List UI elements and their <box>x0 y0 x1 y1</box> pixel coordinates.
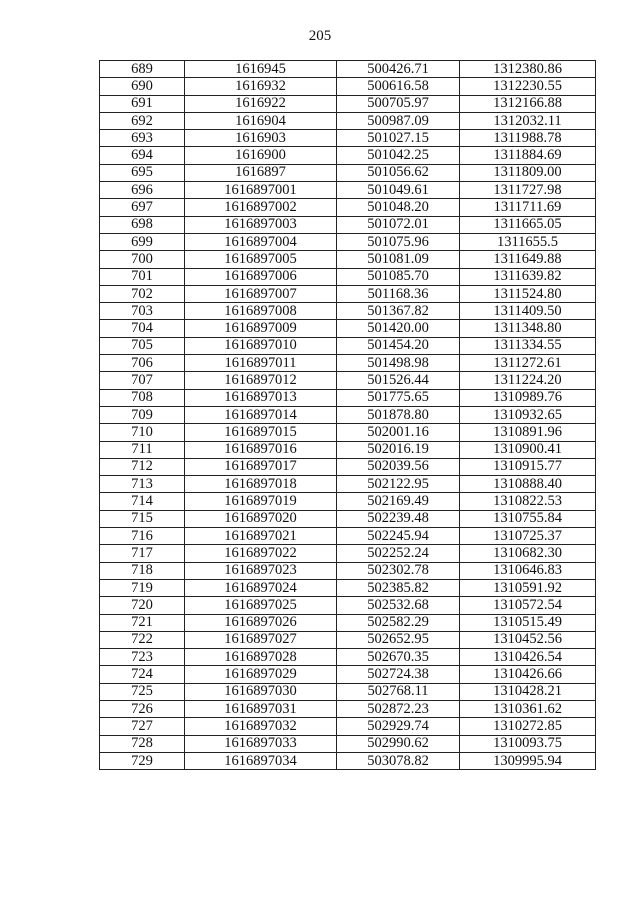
y-coordinate-cell: 1312380.86 <box>460 61 596 78</box>
y-coordinate-cell: 1310725.37 <box>460 528 596 545</box>
x-coordinate-cell: 502039.56 <box>337 458 460 475</box>
x-coordinate-cell: 502122.95 <box>337 476 460 493</box>
x-coordinate-cell: 501081.09 <box>337 251 460 268</box>
point-id-cell: 1616897032 <box>185 718 337 735</box>
y-coordinate-cell: 1310572.54 <box>460 597 596 614</box>
point-id-cell: 1616897033 <box>185 735 337 752</box>
x-coordinate-cell: 501075.96 <box>337 233 460 250</box>
row-number-cell: 710 <box>100 424 185 441</box>
y-coordinate-cell: 1311639.82 <box>460 268 596 285</box>
coordinates-table-body <box>100 61 596 770</box>
row-number-cell: 709 <box>100 406 185 423</box>
y-coordinate-cell: 1310932.65 <box>460 406 596 423</box>
y-coordinate-cell: 1310755.84 <box>460 510 596 527</box>
x-coordinate-cell: 500426.71 <box>337 61 460 78</box>
table-row <box>100 303 596 320</box>
x-coordinate-cell: 502001.16 <box>337 424 460 441</box>
x-coordinate-cell: 500616.58 <box>337 78 460 95</box>
row-number-cell: 700 <box>100 251 185 268</box>
point-id-cell: 1616897010 <box>185 337 337 354</box>
point-id-cell: 1616897018 <box>185 476 337 493</box>
table-row <box>100 649 596 666</box>
row-number-cell: 721 <box>100 614 185 631</box>
point-id-cell: 1616897020 <box>185 510 337 527</box>
x-coordinate-cell: 501526.44 <box>337 372 460 389</box>
point-id-cell: 1616897028 <box>185 649 337 666</box>
y-coordinate-cell: 1311711.69 <box>460 199 596 216</box>
row-number-cell: 698 <box>100 216 185 233</box>
row-number-cell: 707 <box>100 372 185 389</box>
y-coordinate-cell: 1310682.30 <box>460 545 596 562</box>
x-coordinate-cell: 501454.20 <box>337 337 460 354</box>
table-row <box>100 545 596 562</box>
table-row <box>100 666 596 683</box>
row-number-cell: 697 <box>100 199 185 216</box>
point-id-cell: 1616897009 <box>185 320 337 337</box>
row-number-cell: 728 <box>100 735 185 752</box>
table-row <box>100 718 596 735</box>
x-coordinate-cell: 501775.65 <box>337 389 460 406</box>
point-id-cell: 1616897007 <box>185 285 337 302</box>
y-coordinate-cell: 1311727.98 <box>460 182 596 199</box>
y-coordinate-cell: 1310428.21 <box>460 683 596 700</box>
table-row <box>100 372 596 389</box>
y-coordinate-cell: 1311988.78 <box>460 130 596 147</box>
x-coordinate-cell: 502245.94 <box>337 528 460 545</box>
x-coordinate-cell: 502582.29 <box>337 614 460 631</box>
x-coordinate-cell: 502532.68 <box>337 597 460 614</box>
y-coordinate-cell: 1310272.85 <box>460 718 596 735</box>
y-coordinate-cell: 1310426.66 <box>460 666 596 683</box>
row-number-cell: 723 <box>100 649 185 666</box>
point-id-cell: 1616922 <box>185 95 337 112</box>
row-number-cell: 703 <box>100 303 185 320</box>
row-number-cell: 713 <box>100 476 185 493</box>
point-id-cell: 1616897024 <box>185 579 337 596</box>
table-row <box>100 579 596 596</box>
table-row <box>100 441 596 458</box>
x-coordinate-cell: 501168.36 <box>337 285 460 302</box>
y-coordinate-cell: 1311348.80 <box>460 320 596 337</box>
y-coordinate-cell: 1311334.55 <box>460 337 596 354</box>
point-id-cell: 1616897002 <box>185 199 337 216</box>
x-coordinate-cell: 501056.62 <box>337 164 460 181</box>
point-id-cell: 1616897014 <box>185 406 337 423</box>
y-coordinate-cell: 1310646.83 <box>460 562 596 579</box>
row-number-cell: 702 <box>100 285 185 302</box>
x-coordinate-cell: 501048.20 <box>337 199 460 216</box>
row-number-cell: 689 <box>100 61 185 78</box>
table-row <box>100 458 596 475</box>
x-coordinate-cell: 501878.80 <box>337 406 460 423</box>
row-number-cell: 705 <box>100 337 185 354</box>
x-coordinate-cell: 501367.82 <box>337 303 460 320</box>
y-coordinate-cell: 1311809.00 <box>460 164 596 181</box>
table-row <box>100 164 596 181</box>
row-number-cell: 712 <box>100 458 185 475</box>
row-number-cell: 727 <box>100 718 185 735</box>
row-number-cell: 691 <box>100 95 185 112</box>
table-row <box>100 130 596 147</box>
point-id-cell: 1616903 <box>185 130 337 147</box>
point-id-cell: 1616932 <box>185 78 337 95</box>
point-id-cell: 1616897023 <box>185 562 337 579</box>
point-id-cell: 1616897026 <box>185 614 337 631</box>
point-id-cell: 1616897019 <box>185 493 337 510</box>
table-row <box>100 476 596 493</box>
table-row <box>100 406 596 423</box>
table-row <box>100 631 596 648</box>
point-id-cell: 1616897008 <box>185 303 337 320</box>
y-coordinate-cell: 1311409.50 <box>460 303 596 320</box>
row-number-cell: 726 <box>100 700 185 717</box>
table-row <box>100 233 596 250</box>
table-row <box>100 216 596 233</box>
row-number-cell: 711 <box>100 441 185 458</box>
point-id-cell: 1616897003 <box>185 216 337 233</box>
table-row <box>100 182 596 199</box>
table-row <box>100 597 596 614</box>
y-coordinate-cell: 1311524.80 <box>460 285 596 302</box>
x-coordinate-cell: 501498.98 <box>337 355 460 372</box>
table-row <box>100 355 596 372</box>
x-coordinate-cell: 502252.24 <box>337 545 460 562</box>
y-coordinate-cell: 1311224.20 <box>460 372 596 389</box>
x-coordinate-cell: 502385.82 <box>337 579 460 596</box>
table-row <box>100 510 596 527</box>
x-coordinate-cell: 501420.00 <box>337 320 460 337</box>
x-coordinate-cell: 502768.11 <box>337 683 460 700</box>
table-row <box>100 320 596 337</box>
x-coordinate-cell: 502929.74 <box>337 718 460 735</box>
x-coordinate-cell: 500987.09 <box>337 112 460 129</box>
point-id-cell: 1616897012 <box>185 372 337 389</box>
table-row <box>100 251 596 268</box>
table-row <box>100 199 596 216</box>
table-row <box>100 700 596 717</box>
row-number-cell: 718 <box>100 562 185 579</box>
y-coordinate-cell: 1312032.11 <box>460 112 596 129</box>
y-coordinate-cell: 1311649.88 <box>460 251 596 268</box>
row-number-cell: 716 <box>100 528 185 545</box>
row-number-cell: 693 <box>100 130 185 147</box>
y-coordinate-cell: 1312230.55 <box>460 78 596 95</box>
y-coordinate-cell: 1311272.61 <box>460 355 596 372</box>
row-number-cell: 720 <box>100 597 185 614</box>
x-coordinate-cell: 501072.01 <box>337 216 460 233</box>
x-coordinate-cell: 502016.19 <box>337 441 460 458</box>
table-row <box>100 78 596 95</box>
point-id-cell: 1616897022 <box>185 545 337 562</box>
row-number-cell: 725 <box>100 683 185 700</box>
point-id-cell: 1616897025 <box>185 597 337 614</box>
x-coordinate-cell: 500705.97 <box>337 95 460 112</box>
point-id-cell: 1616897001 <box>185 182 337 199</box>
y-coordinate-cell: 1310989.76 <box>460 389 596 406</box>
y-coordinate-cell: 1311884.69 <box>460 147 596 164</box>
point-id-cell: 1616897004 <box>185 233 337 250</box>
point-id-cell: 1616897034 <box>185 752 337 769</box>
table-row <box>100 389 596 406</box>
y-coordinate-cell: 1310900.41 <box>460 441 596 458</box>
row-number-cell: 714 <box>100 493 185 510</box>
coordinates-table <box>99 60 596 770</box>
row-number-cell: 690 <box>100 78 185 95</box>
x-coordinate-cell: 502724.38 <box>337 666 460 683</box>
point-id-cell: 1616897016 <box>185 441 337 458</box>
y-coordinate-cell: 1310915.77 <box>460 458 596 475</box>
point-id-cell: 1616897029 <box>185 666 337 683</box>
point-id-cell: 1616897017 <box>185 458 337 475</box>
y-coordinate-cell: 1310822.53 <box>460 493 596 510</box>
x-coordinate-cell: 502239.48 <box>337 510 460 527</box>
table-row <box>100 268 596 285</box>
point-id-cell: 1616900 <box>185 147 337 164</box>
y-coordinate-cell: 1312166.88 <box>460 95 596 112</box>
x-coordinate-cell: 502670.35 <box>337 649 460 666</box>
table-row <box>100 614 596 631</box>
point-id-cell: 1616897006 <box>185 268 337 285</box>
y-coordinate-cell: 1310093.75 <box>460 735 596 752</box>
table-row <box>100 337 596 354</box>
page-number: 205 <box>308 28 332 44</box>
y-coordinate-cell: 1310515.49 <box>460 614 596 631</box>
row-number-cell: 699 <box>100 233 185 250</box>
y-coordinate-cell: 1310361.62 <box>460 700 596 717</box>
x-coordinate-cell: 502990.62 <box>337 735 460 752</box>
point-id-cell: 1616897011 <box>185 355 337 372</box>
table-row <box>100 562 596 579</box>
y-coordinate-cell: 1310891.96 <box>460 424 596 441</box>
x-coordinate-cell: 502302.78 <box>337 562 460 579</box>
row-number-cell: 729 <box>100 752 185 769</box>
x-coordinate-cell: 501049.61 <box>337 182 460 199</box>
row-number-cell: 724 <box>100 666 185 683</box>
x-coordinate-cell: 501027.15 <box>337 130 460 147</box>
row-number-cell: 706 <box>100 355 185 372</box>
point-id-cell: 1616897027 <box>185 631 337 648</box>
point-id-cell: 1616897013 <box>185 389 337 406</box>
row-number-cell: 704 <box>100 320 185 337</box>
x-coordinate-cell: 501085.70 <box>337 268 460 285</box>
point-id-cell: 1616897005 <box>185 251 337 268</box>
row-number-cell: 695 <box>100 164 185 181</box>
y-coordinate-cell: 1311665.05 <box>460 216 596 233</box>
row-number-cell: 715 <box>100 510 185 527</box>
y-coordinate-cell: 1309995.94 <box>460 752 596 769</box>
table-row <box>100 493 596 510</box>
x-coordinate-cell: 502872.23 <box>337 700 460 717</box>
row-number-cell: 696 <box>100 182 185 199</box>
x-coordinate-cell: 501042.25 <box>337 147 460 164</box>
row-number-cell: 722 <box>100 631 185 648</box>
x-coordinate-cell: 502652.95 <box>337 631 460 648</box>
point-id-cell: 1616897030 <box>185 683 337 700</box>
table-row <box>100 61 596 78</box>
table-row <box>100 147 596 164</box>
row-number-cell: 717 <box>100 545 185 562</box>
table-row <box>100 752 596 769</box>
table-row <box>100 95 596 112</box>
row-number-cell: 701 <box>100 268 185 285</box>
point-id-cell: 1616897 <box>185 164 337 181</box>
x-coordinate-cell: 503078.82 <box>337 752 460 769</box>
y-coordinate-cell: 1310591.92 <box>460 579 596 596</box>
row-number-cell: 719 <box>100 579 185 596</box>
point-id-cell: 1616897031 <box>185 700 337 717</box>
row-number-cell: 692 <box>100 112 185 129</box>
point-id-cell: 1616897021 <box>185 528 337 545</box>
table-row <box>100 735 596 752</box>
point-id-cell: 1616945 <box>185 61 337 78</box>
row-number-cell: 708 <box>100 389 185 406</box>
row-number-cell: 694 <box>100 147 185 164</box>
y-coordinate-cell: 1310452.56 <box>460 631 596 648</box>
point-id-cell: 1616904 <box>185 112 337 129</box>
table-row <box>100 424 596 441</box>
table-row <box>100 112 596 129</box>
x-coordinate-cell: 502169.49 <box>337 493 460 510</box>
y-coordinate-cell: 1311655.5 <box>460 233 596 250</box>
y-coordinate-cell: 1310888.40 <box>460 476 596 493</box>
table-row <box>100 683 596 700</box>
point-id-cell: 1616897015 <box>185 424 337 441</box>
table-row <box>100 285 596 302</box>
table-row <box>100 528 596 545</box>
y-coordinate-cell: 1310426.54 <box>460 649 596 666</box>
